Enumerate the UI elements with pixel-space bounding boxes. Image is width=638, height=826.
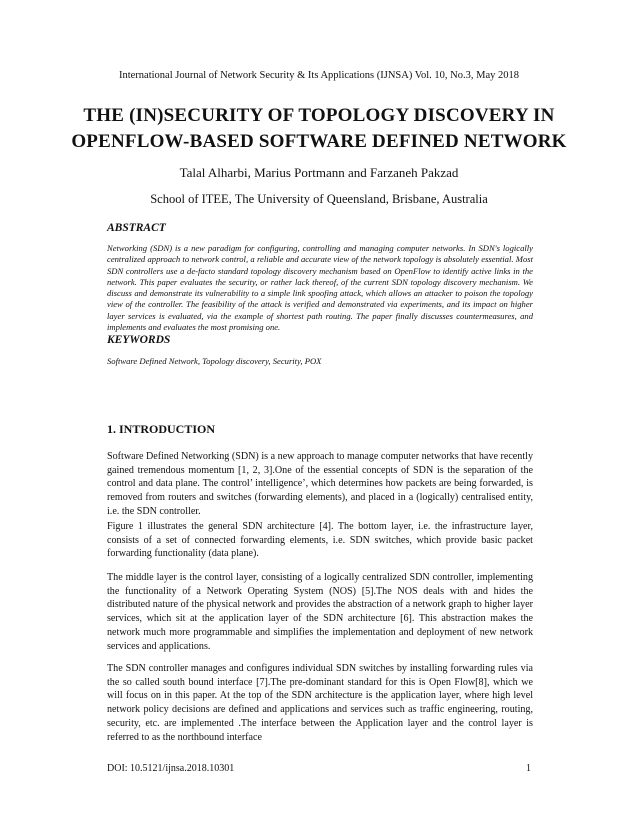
paper-title — [60, 103, 578, 155]
title-line-1: THE (IN)SECURITY OF TOPOLOGY DISCOVERY IN — [83, 105, 555, 126]
keywords-text: Software Defined Network, Topology discovery, Security, POX — [107, 356, 322, 366]
page-number: 1 — [526, 763, 531, 774]
doi-footer: DOI: 10.5121/ijnsa.2018.10301 — [107, 763, 235, 774]
abstract-text: Networking (SDN) is a new paradigm for configuring, controlling and managing computer networks. In SDN's logically centralized approach to network control, a reliable and accurate view of the network topology is absolutely essential. Most SDN controllers use a de-facto standard topology discovery mechanism based on OpenFlow to identify active links in the network. This paper evaluates the security, or rather lack thereof, of the current SDN topology discovery mechanism. We discuss and demonstrate its vulnerability to a simple link spoofing attack, which allows an attacker to poison the topology view of the controller. The feasibility of the attack is verified and demonstrated via experiments, and its impact on higher layer services is evaluated, via the example of shortest path routing. The paper finally discusses countermeasures, and implements and evaluates the most promising one. — [107, 243, 533, 333]
intro-paragraph-1: Software Defined Networking (SDN) is a new approach to manage computer networks that have recently gained tremendous momentum [1, 2, 3].One of the essential concepts of SDN is the separation of the control and data plane. The control’ intelligence’, which determines how packets are being forwarded, is removed from routers and switches (forwarding elements), and placed in a (logically) centralised entity, i.e. the SDN controller. — [107, 451, 533, 517]
affiliation: School of ITEE, The University of Queensland, Brisbane, Australia — [150, 192, 488, 206]
author-list: Talal Alharbi, Marius Portmann and Farzaneh Pakzad — [179, 165, 459, 180]
intro-paragraph-3: The middle layer is the control layer, consisting of a logically centralized SDN controller, implementing the functionality of a Network Operating System (NOS) [5].The NOS deals with and hides the distributed nature of the physical network and provides the abstraction of a network graph to higher layer services, which sit at the application layer of the SDN architecture [6]. This abstraction makes the network much more programmable and simplifies the implementation and deployment of new network services and applications. — [107, 572, 533, 652]
journal-header: International Journal of Network Security & Its Applications (IJNSA) Vol. 10, No.3, May 2018 — [118, 70, 520, 81]
intro-paragraph-2: Figure 1 illustrates the general SDN architecture [4]. The bottom layer, i.e. the infrastructure layer, consists of a set of connected forwarding elements, i.e. SDN switches, which provide basic packet forwarding functionality (data plane). — [107, 521, 533, 560]
introduction-heading: 1. INTRODUCTION — [107, 422, 216, 436]
title-line-2: OPENFLOW-BASED SOFTWARE DEFINED NETWORK — [71, 131, 567, 152]
intro-paragraph-4: The SDN controller manages and configures individual SDN switches by installing forwarding rules via the so called south bound interface [7].The pre-dominant standard for this is Open Flow[8], which we will focus on in this paper. At the top of the SDN architecture is the application layer, where high level network policy decisions are defined and applications and services such as traffic engineering, routing, security, etc. are implemented .The interface between the Application layer and the control layer is referred to as the northbound interface — [107, 663, 533, 743]
keywords-heading: KEYWORDS — [107, 334, 171, 346]
abstract-heading: ABSTRACT — [107, 222, 166, 234]
